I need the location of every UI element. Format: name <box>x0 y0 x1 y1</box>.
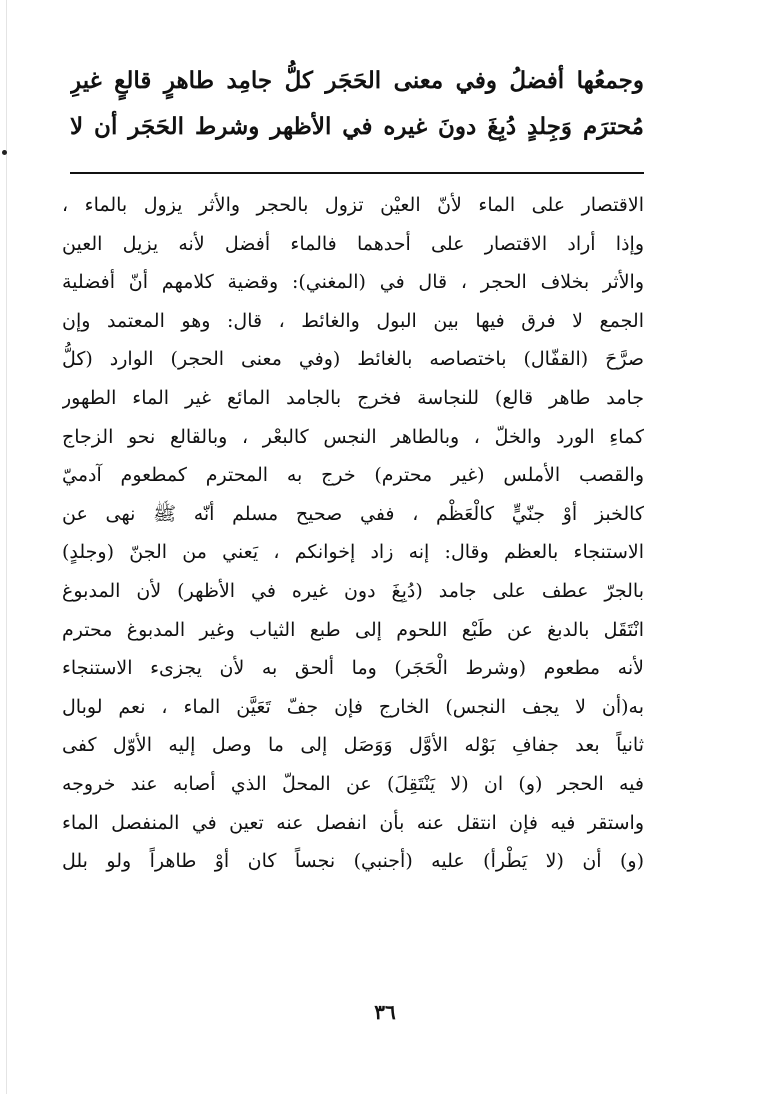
commentary-line: فيه الحجر (و) ان (لا يَنْتَقِلَ) عن المحلّ الذي أصابه عند خروجه <box>62 772 644 795</box>
scan-edge-line <box>6 0 7 1094</box>
commentary-line: واستقر فيه فإن انتقل عنه بأن انفصل عنه تعين في المنفصل الماء <box>62 811 644 834</box>
matn-line: مُحترَم وَجِلدٍ دُبِغَ دونَ غيره في الأظهر وشرط الحَجَر أن لا <box>70 113 644 140</box>
commentary-line: صرَّحَ (القفّال) باختصاصه بالغائط (وفي معنى الحجر) الوارد (كلُّ <box>62 348 644 371</box>
commentary-line: (و) أن (لا يَطْرأ) عليه (أجنبي) نجساً كان أوْ طاهراً ولو بلل <box>62 850 644 873</box>
section-divider <box>70 172 644 174</box>
commentary-line: انْتَقَل بالدبغ عن طَبْع اللحوم إلى طبع الثياب وغير المدبوغ محترم <box>62 618 644 641</box>
commentary-line: الاستنجاء بالعظم وقال: إنه زاد إخوانكم ، يَعني من الجنّ (وجلدٍ) <box>62 541 644 564</box>
commentary-line: الاقتصار على الماء لأنّ العيْن تزول بالحجر والأثر يزول بالماء ، <box>62 194 644 216</box>
matn-line: وجمعُها أفضلُ وفي معنى الحَجَر كلُّ جامِد طاهرٍ قالعٍ غيرِ <box>70 67 644 94</box>
commentary-line: كالخبز أوْ جنّيٍّ كالْعَظْم ، ففي صحيح مسلم أنّه ﷺ نهى عن <box>62 502 644 525</box>
commentary-line: لأنه مطعوم (وشرط الْحَجَر) وما ألحق به لأن يجزىء الاستنجاء <box>62 657 644 680</box>
commentary-line: وإذا أراد الاقتصار على أحدهما فالماء أفضل لأنه يزيل العين <box>62 232 644 255</box>
commentary-line: الجمع لا فرق فيها بين البول والغائط ، قال: وهو المعتمد وإن <box>62 309 644 332</box>
commentary-line: بالجرّ عطف على جامد (دُبِغَ دون غيره في الأظهر) لأن المدبوغ <box>62 579 644 602</box>
page-number: ٣٦ <box>374 1000 396 1024</box>
commentary-line: جامد طاهر قالع) للنجاسة فخرج بالجامد المائع غير الماء الطهور <box>62 386 644 409</box>
commentary-line: كماءِ الورد والخلّ ، وبالطاهر النجس كالبعْر ، وبالقالع نحو الزجاج <box>62 425 644 448</box>
commentary-text-block <box>62 186 644 881</box>
commentary-line: والقصب الأملس (غير محترم) خرج به المحترم كمطعوم آدميّ <box>62 464 644 487</box>
commentary-line: ثانياً بعد جفافِ بَوْله الأوَّل وَوَصَل إلى ما وصل إليه الأوّل كفى <box>62 734 644 757</box>
margin-ink-dot <box>2 150 7 155</box>
commentary-line: والأثر بخلاف الحجر ، قال في (المغني): وقضية كلامهم أنّ أفضلية <box>62 271 644 294</box>
commentary-line: به(أن لا يجف النجس) الخارج فإن جفّ تَعَيَّن الماء ، نعم لوبال <box>62 695 644 718</box>
matn-text-block <box>70 58 644 150</box>
